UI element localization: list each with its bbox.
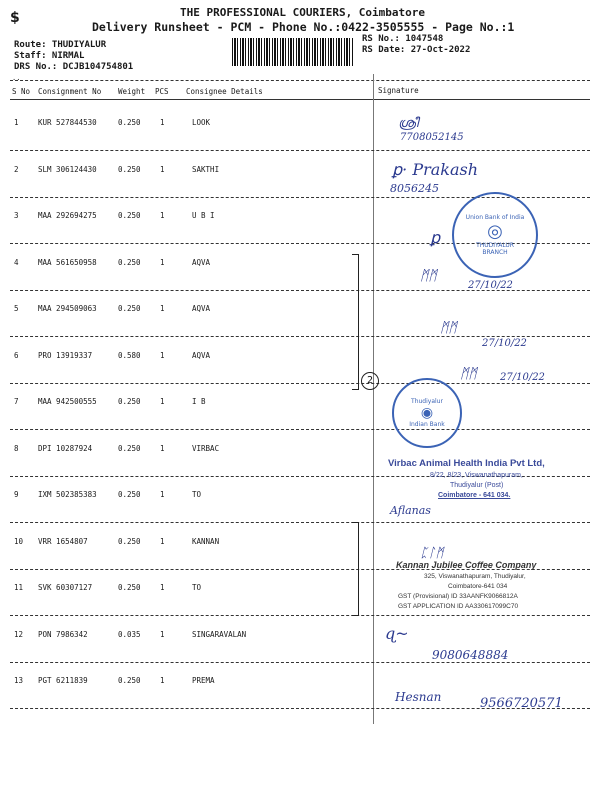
row-pcs: 1 [160, 211, 165, 220]
hw-row7-date: 27/10/22 [500, 372, 545, 383]
circled-number: 2 [361, 372, 379, 390]
sig-row1: ശ്രീ [398, 116, 419, 131]
row-consignee: I B [192, 397, 206, 406]
row-sno: 3 [14, 211, 19, 220]
row-sno: 9 [14, 490, 19, 499]
row-sno: 7 [14, 397, 19, 406]
row-weight: 0.250 [118, 443, 141, 453]
row-divider [10, 522, 590, 523]
row-weight: 0.580 [118, 350, 141, 360]
row-pcs: 1 [160, 164, 165, 174]
group-brace-upper [352, 254, 359, 390]
row-consignee: SINGARAVALAN [192, 629, 247, 639]
row-consignee: VIRBAC [192, 443, 220, 453]
sig-row7: ᛗᛗ [460, 366, 477, 382]
col-sno: S No [12, 87, 31, 96]
ubi-logo-icon: ◎ [487, 221, 503, 242]
row-pcs: 1 [160, 583, 165, 592]
hw-row12-phone: 9080648884 [432, 648, 509, 662]
row-sno: 5 [14, 304, 19, 313]
row-weight: 0.250 [118, 257, 141, 267]
row-sno: 13 [14, 676, 24, 685]
sig-row2: ꝑ· Prakash [392, 160, 479, 179]
row-weight: 0.250 [118, 583, 141, 592]
row-weight: 0.250 [118, 490, 141, 499]
rs-number: RS No.: 1047548 [362, 34, 444, 44]
row-weight: 0.250 [118, 211, 141, 220]
row-consignee: TO [192, 583, 202, 592]
signature-divider [373, 74, 374, 724]
header-rule-top [10, 80, 590, 81]
virbac-stamp-addr3: Coimbatore - 641 034. [438, 492, 511, 499]
row-consignee: PREMA [192, 676, 215, 685]
row-sno: 10 [14, 536, 24, 546]
row-weight: 0.250 [118, 304, 141, 313]
row-consignment-no: SVK 60307127 [38, 583, 93, 592]
hw-row4-date: 27/10/22 [468, 280, 513, 291]
row-sno: 2 [14, 164, 19, 174]
sig-row6: ᛗᛗ [440, 320, 457, 336]
header-rule-bottom [10, 99, 590, 100]
kannan-stamp-name: Kannan Jubilee Coffee Company [396, 560, 537, 570]
ib-logo-icon: ◉ [420, 405, 434, 421]
kannan-stamp-addr1: 325, Viswanathapuram, Thudiyalur, [424, 573, 526, 580]
hw-row13-phone: 9566720571 [480, 696, 563, 711]
col-consignment: Consignment No [38, 87, 102, 96]
corner-mark: $ [10, 10, 20, 26]
kannan-stamp-gst1: GST (Provisional) ID 33AANFK9066812A [398, 593, 518, 600]
row-consignment-no: MAA 942500555 [38, 397, 97, 406]
virbac-stamp-name: Virbac Animal Health India Pvt Ltd, [388, 458, 545, 469]
hw-row9-name: Aflanas [390, 504, 431, 517]
row-divider [10, 615, 590, 616]
row-sno: 8 [14, 443, 19, 453]
row-weight: 0.035 [118, 629, 141, 639]
virbac-stamp-addr2: Thudiyalur (Post) [450, 482, 504, 489]
row-pcs: 1 [160, 397, 165, 406]
row-pcs: 1 [160, 350, 165, 360]
row-pcs: 1 [160, 629, 165, 639]
hw-row13-name: Hesnan [395, 690, 442, 704]
row-pcs: 1 [160, 257, 165, 267]
row-weight: 0.250 [118, 164, 141, 174]
row-sno: 6 [14, 350, 19, 360]
row-weight: 0.250 [118, 676, 141, 685]
row-consignment-no: PRO 13919337 [38, 350, 93, 360]
row-consignment-no: PON 7986342 [38, 629, 88, 639]
row-divider [10, 429, 590, 430]
row-consignment-no: MAA 292694275 [38, 211, 97, 220]
ubi-bank-name: Union Bank of India [465, 214, 525, 221]
dots: .. [12, 74, 21, 82]
row-sno: 11 [14, 583, 24, 592]
ib-branch: Thudiyalur [411, 398, 443, 405]
row-consignee: LOOK [192, 118, 211, 127]
row-sno: 4 [14, 257, 19, 267]
row-divider [10, 150, 590, 151]
row-consignee: U B I [192, 211, 215, 220]
ib-round-stamp [392, 378, 462, 448]
row-pcs: 1 [160, 118, 165, 127]
sig-row3: ꝑ [430, 228, 441, 247]
kannan-stamp-addr2: Coimbatore-641 034 [448, 583, 508, 590]
row-consignment-no: MAA 561650958 [38, 257, 97, 267]
ubi-round-stamp [452, 192, 538, 278]
row-consignee: AQVA [192, 350, 211, 360]
runsheet-title: Delivery Runsheet - PCM - Phone No.:0422-3505555 - Page No.:1 [92, 20, 515, 34]
row-pcs: 1 [160, 443, 165, 453]
row-divider [10, 336, 590, 337]
row-consignee: AQVA [192, 304, 211, 313]
row-consignee: SAKTHI [192, 164, 220, 174]
row-weight: 0.250 [118, 118, 141, 127]
row-pcs: 1 [160, 490, 165, 499]
row-pcs: 1 [160, 304, 165, 313]
rs-date: RS Date: 27-Oct-2022 [362, 45, 471, 55]
row-consignment-no: VRR 1654807 [38, 536, 88, 546]
barcode [232, 38, 354, 66]
hw-row1-phone: 7708052145 [400, 132, 464, 143]
group-brace-lower [352, 522, 359, 616]
drs-label: DRS No.: DCJB104754801 [14, 62, 134, 72]
row-sno: 12 [14, 629, 24, 639]
hw-row2-phone: 8056245 [390, 182, 439, 195]
sig-row4: ᛗᛗ [420, 268, 437, 284]
row-pcs: 1 [160, 676, 165, 685]
kannan-stamp-gst2: GST APPLICATION ID AA330617099C70 [398, 603, 519, 610]
row-consignment-no: MAA 294509063 [38, 304, 97, 313]
sig-row10: ᛈᛚᛗ [420, 546, 444, 561]
row-consignee: AQVA [192, 257, 211, 267]
row-consignee: TO [192, 490, 202, 499]
ubi-branch: THUDIYALUR BRANCH [476, 242, 514, 256]
ib-bank-name: Indian Bank [409, 421, 445, 428]
company-title: THE PROFESSIONAL COURIERS, Coimbatore [180, 6, 426, 19]
row-weight: 0.250 [118, 397, 141, 406]
col-consignee: Consignee Details [186, 87, 263, 96]
row-consignment-no: DPI 10287924 [38, 443, 93, 453]
col-weight: Weight [118, 87, 146, 96]
row-consignment-no: KUR 527844530 [38, 118, 97, 127]
row-sno: 1 [14, 118, 19, 127]
route-label: Route: THUDIYALUR [14, 40, 107, 50]
row-pcs: 1 [160, 536, 165, 546]
sig-row12: ɋ~ [385, 624, 409, 643]
col-signature: Signature [378, 86, 419, 95]
row-consignment-no: SLM 306124430 [38, 164, 97, 174]
row-weight: 0.250 [118, 536, 141, 546]
staff-label: Staff: NIRMAL [14, 51, 85, 61]
virbac-stamp-addr1: 8/22, 8/23, Viswanathapuram, [430, 472, 523, 479]
row-consignment-no: PGT 6211839 [38, 676, 88, 685]
row-consignee: KANNAN [192, 536, 220, 546]
col-pcs: PCS [155, 87, 169, 96]
hw-row6-date: 27/10/22 [482, 338, 527, 349]
row-consignment-no: IXM 502385383 [38, 490, 97, 499]
